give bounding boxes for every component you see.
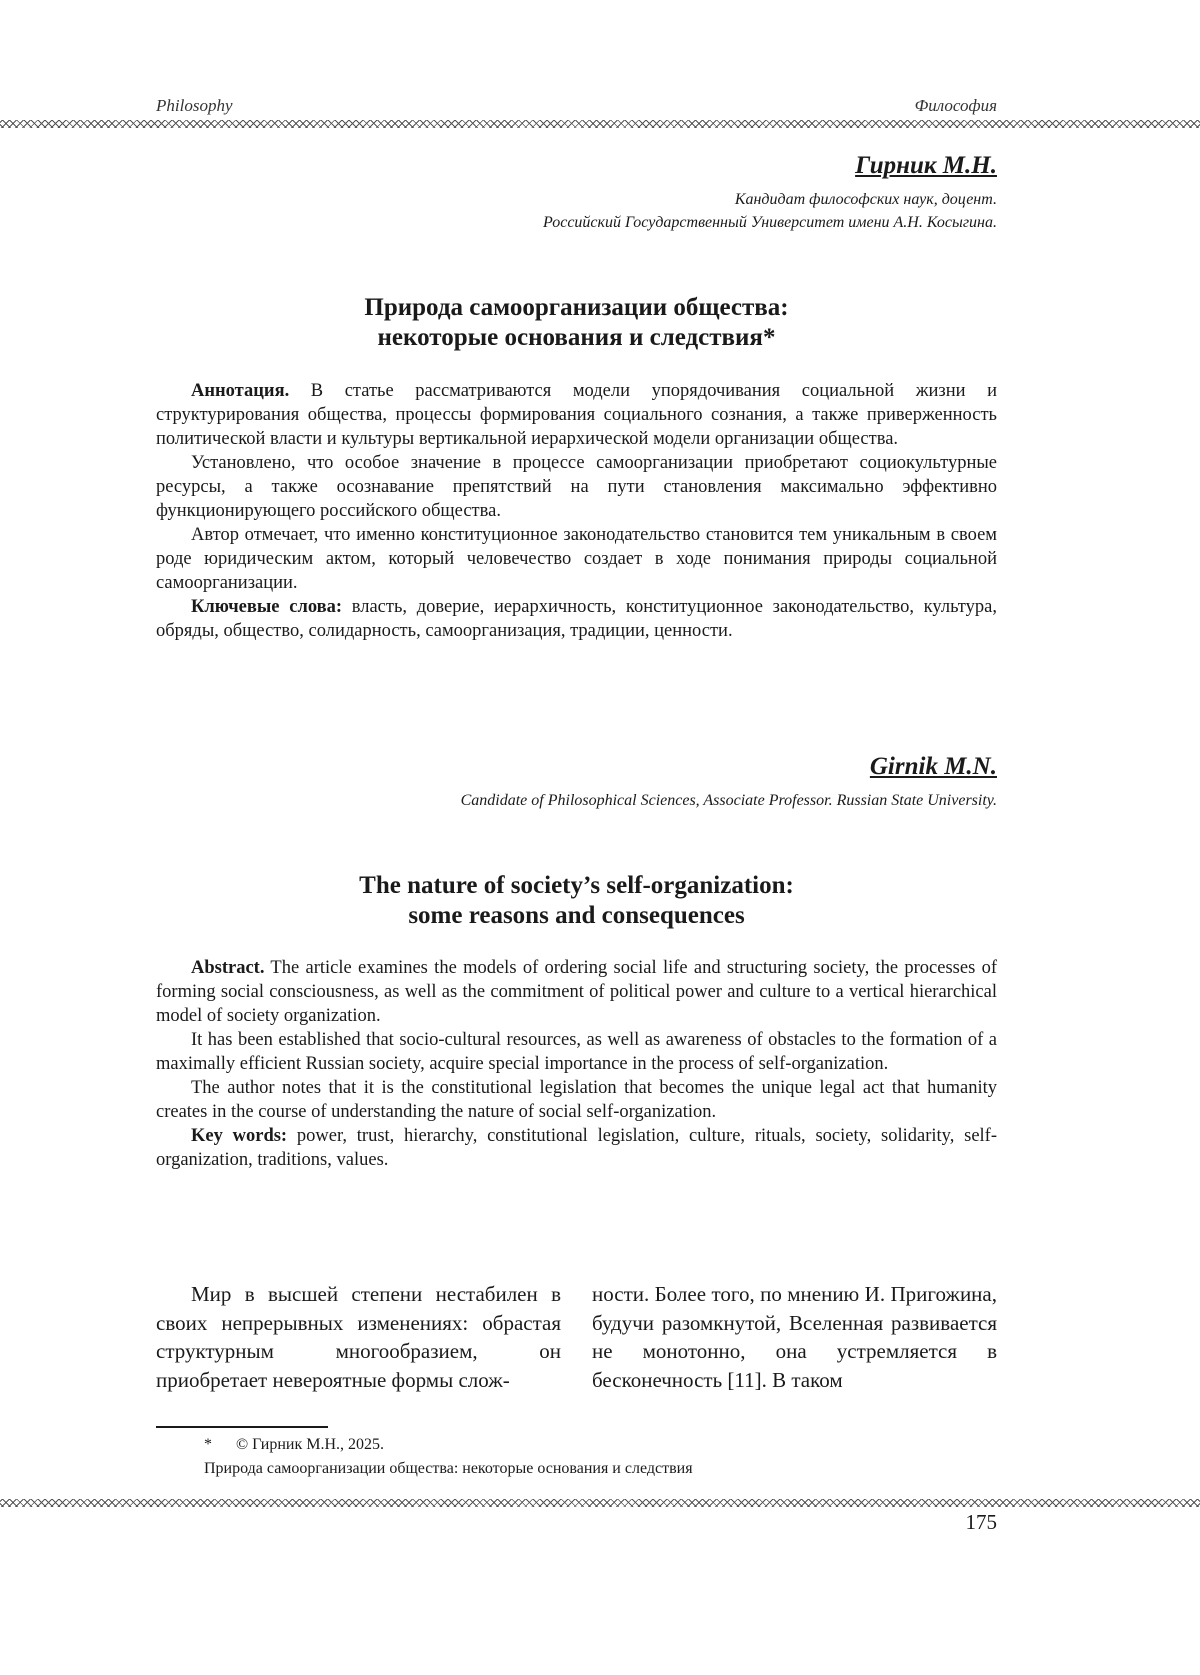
- en-abstract: [156, 956, 997, 1172]
- footnote-copyright: © Гирник М.Н., 2025.: [236, 1436, 385, 1453]
- en-abstract-label: Abstract.: [191, 958, 265, 978]
- ru-affiliation-line2: Российский Государственный Университет имени А.Н. Косыгина.: [543, 214, 997, 231]
- footnote-title: Природа самоорганизации общества: некоторые основания и следствия: [204, 1460, 693, 1477]
- running-head-right: Философия: [914, 96, 997, 115]
- ru-annotation: [156, 379, 997, 643]
- ru-author-name: Гирник М.Н.: [855, 152, 997, 179]
- en-keywords: Key words: power, trust, hierarchy, constitutional legislation, culture, rituals, society, solidarity, self-organization, traditions, values.: [156, 1126, 997, 1170]
- ru-title-line2: некоторые основания и следствия*: [377, 324, 776, 351]
- ru-annotation-p2: Установлено, что особое значение в процессе самоорганизации приобретают социокультурные ресурсы, а также осознавание препятствий на пути становления максимально эффективно функционирующего российского общества.: [156, 453, 997, 521]
- body-column-2: [592, 1280, 997, 1394]
- footnote: [156, 1433, 997, 1481]
- body-text: [156, 1280, 997, 1394]
- body-column-2-text: ности. Более того, по мнению И. Пригожина, будучи разомкнутой, Вселенная развивается не монотонно, она устремляется в бесконечность [11]. В таком: [592, 1282, 997, 1392]
- body-column-1: [156, 1280, 561, 1394]
- footnote-divider: [156, 1426, 328, 1428]
- bottom-ornamental-rule: [0, 1499, 1200, 1507]
- ru-annotation-p1: Аннотация. В статье рассматриваются модели упорядочивания социальной жизни и структурирования общества, процессы формирования социального сознания, а также приверженность политической власти и культуры вертикальной иерархической модели организации общества.: [156, 381, 997, 449]
- en-abstract-p1: Abstract. The article examines the models of ordering social life and structuring society, the processes of forming social consciousness, as well as the commitment of political power and culture to a vertical hierarchical model of society organization.: [156, 958, 997, 1026]
- en-abstract-p3: The author notes that it is the constitutional legislation that becomes the unique legal act that humanity creates in the course of understanding the nature of social self-organization.: [156, 1078, 997, 1122]
- footnote-mark: *: [204, 1436, 212, 1453]
- top-ornamental-rule: [0, 120, 1200, 128]
- running-head: [156, 96, 997, 116]
- ru-author-block: [156, 152, 997, 234]
- ru-annotation-p3: Автор отмечает, что именно конституционное законодательство становится тем уникальным в своем роде юридическим актом, который человечество создает в ходе понимания природы социальной самоорганизации.: [156, 525, 997, 593]
- en-title-line1: The nature of society’s self-organization:: [359, 872, 794, 899]
- running-head-left: Philosophy: [156, 96, 233, 115]
- ru-annotation-label: Аннотация.: [191, 381, 290, 401]
- en-keywords-label: Key words:: [191, 1126, 288, 1146]
- en-abstract-p2: It has been established that socio-cultural resources, as well as awareness of obstacles to the formation of a maximally efficient Russian society, acquire special importance in the process of self-organization.: [156, 1030, 997, 1074]
- en-author-name: Girnik M.N.: [869, 753, 997, 780]
- body-column-1-text: Мир в высшей степени нестабилен в своих непрерывных изменениях: обрастая структурным многообразием, он приобретает невероятные формы слож-: [156, 1282, 561, 1392]
- ru-affiliation-line1: Кандидат философских наук, доцент.: [734, 191, 997, 208]
- ru-title-line1: Природа самоорганизации общества:: [364, 294, 789, 321]
- en-author-block: [156, 753, 997, 812]
- ru-keywords-label: Ключевые слова:: [191, 597, 343, 617]
- page-number: 175: [965, 1510, 997, 1534]
- ru-keywords: Ключевые слова: власть, доверие, иерархичность, конституционное законодательство, культура, обряды, общество, солидарность, самоорганизация, традиции, ценности.: [156, 597, 997, 641]
- en-article-title: [156, 871, 997, 931]
- en-title-line2: some reasons and consequences: [408, 902, 745, 929]
- en-affiliation: Candidate of Philosophical Sciences, Associate Professor. Russian State University.: [460, 792, 997, 809]
- ru-article-title: [156, 293, 997, 353]
